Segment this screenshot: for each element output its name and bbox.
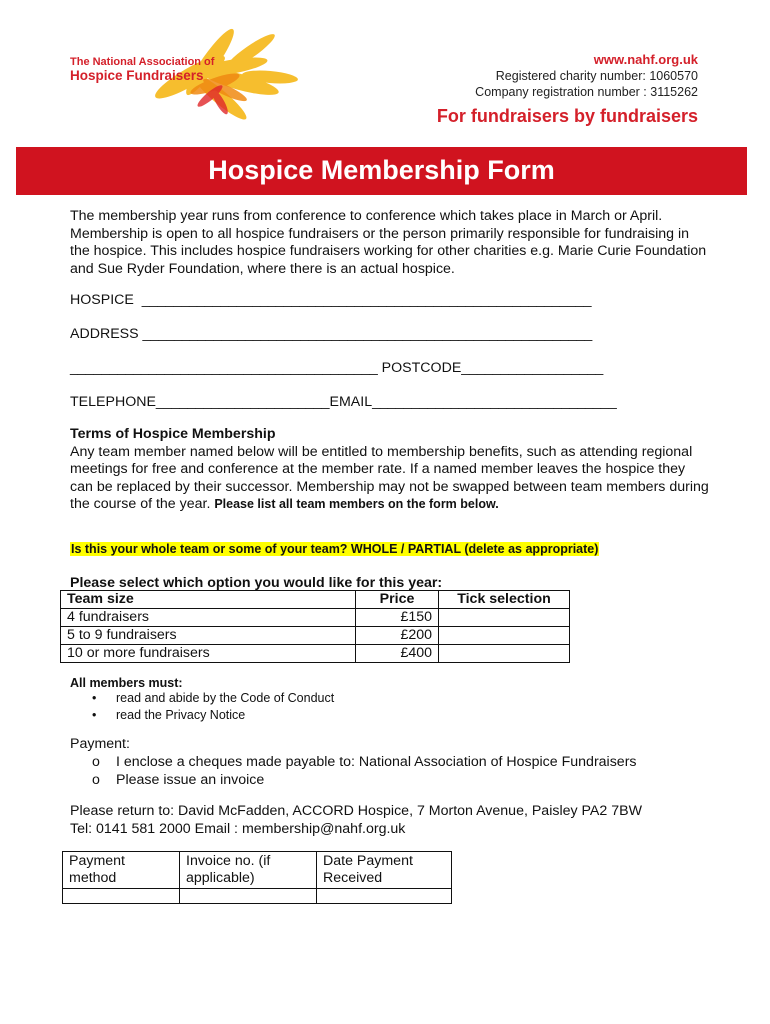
tick-cell[interactable]	[439, 627, 570, 645]
charity-number: Registered charity number: 1060570	[495, 69, 698, 83]
options-title: Please select which option you would like for this year:	[70, 575, 443, 591]
logo-text	[70, 56, 214, 83]
terms-section	[70, 426, 710, 514]
tick-cell[interactable]	[439, 609, 570, 627]
payment-table	[62, 851, 452, 904]
team-question: Is this your whole team or some of your team? WHOLE / PARTIAL (delete as appropriate)	[71, 542, 599, 556]
terms-title: Terms of Hospice Membership	[70, 426, 276, 442]
price-cell: £400	[356, 645, 439, 663]
team-size-cell: 5 to 9 fundraisers	[61, 627, 356, 645]
logo-line-1: The National Association of	[70, 56, 215, 68]
return-address: Please return to: David McFadden, ACCORD Hospice, 7 Morton Avenue, Paisley PA2 7BW	[70, 803, 642, 819]
list-item: • read and abide by the Code of Conduct	[116, 690, 334, 707]
address-field[interactable]: ADDRESS _________________________________________________________	[70, 326, 593, 342]
date-received-cell[interactable]	[317, 889, 452, 904]
payment-options	[70, 753, 637, 789]
table-row	[61, 627, 570, 645]
members-section	[70, 676, 334, 724]
logo-line-2: Hospice Fundraisers	[70, 68, 204, 83]
table-row	[61, 645, 570, 663]
members-title: All members must:	[70, 676, 183, 690]
list-item: • read the Privacy Notice	[116, 707, 334, 724]
tagline: For fundraisers by fundraisers	[436, 106, 698, 126]
payment-title: Payment:	[70, 736, 130, 752]
price-cell: £200	[356, 627, 439, 645]
header-team-size: Team size	[61, 591, 356, 609]
return-contact: Tel: 0141 581 2000 Email : membership@nahf.org.uk	[70, 821, 406, 837]
terms-body: Any team member named below will be entitled to membership benefits, such as attending regional meetings for free and conference at the member rate. If a named member leaves the hospice they can be replaced by their successor. Membership may not be swapped between team members during the course of the year.	[70, 443, 709, 512]
header-date-received: Date Payment Received	[317, 852, 452, 889]
header-info	[475, 52, 698, 100]
options-header-row	[61, 591, 570, 609]
members-list	[70, 690, 334, 724]
telephone-email-field[interactable]: TELEPHONE______________________EMAIL_______________________________	[70, 394, 617, 410]
payment-header-row	[63, 852, 452, 889]
payment-option-invoice[interactable]: o Please issue an invoice	[116, 771, 637, 789]
terms-bold-note: Please list all team members on the form below.	[214, 497, 499, 511]
website-link[interactable]: www.nahf.org.uk	[593, 52, 698, 67]
hospice-field[interactable]: HOSPICE _________________________________________________________	[70, 292, 592, 308]
page-title: Hospice Membership Form	[208, 155, 555, 185]
table-row	[63, 889, 452, 904]
header-invoice-no: Invoice no. (if applicable)	[180, 852, 317, 889]
payment-section	[70, 735, 637, 789]
team-size-cell: 10 or more fundraisers	[61, 645, 356, 663]
team-size-cell: 4 fundraisers	[61, 609, 356, 627]
payment-option-cheque[interactable]: o I enclose a cheques made payable to: National Association of Hospice Fundraisers	[116, 753, 637, 771]
tick-cell[interactable]	[439, 645, 570, 663]
header-payment-method: Payment method	[63, 852, 180, 889]
company-number: Company registration number : 3115262	[475, 85, 698, 99]
header-price: Price	[356, 591, 439, 609]
return-info	[70, 802, 642, 838]
header-tick: Tick selection	[439, 591, 570, 609]
price-cell: £150	[356, 609, 439, 627]
intro-paragraph: The membership year runs from conference to conference which takes place in March or April. Membership is open to all hospice fundraisers or the person primarily responsible for fundraising in the hospice. This includes hospice fundraisers working for other charities e.g. Marie Curie Foundation and Sue Ryder Foundation, where there is an actual hospice.	[70, 208, 707, 277]
title-banner	[16, 147, 747, 195]
invoice-no-cell[interactable]	[180, 889, 317, 904]
payment-method-cell[interactable]	[63, 889, 180, 904]
postcode-field[interactable]: _______________________________________ POSTCODE__________________	[70, 360, 604, 376]
options-table	[60, 590, 570, 663]
table-row	[61, 609, 570, 627]
